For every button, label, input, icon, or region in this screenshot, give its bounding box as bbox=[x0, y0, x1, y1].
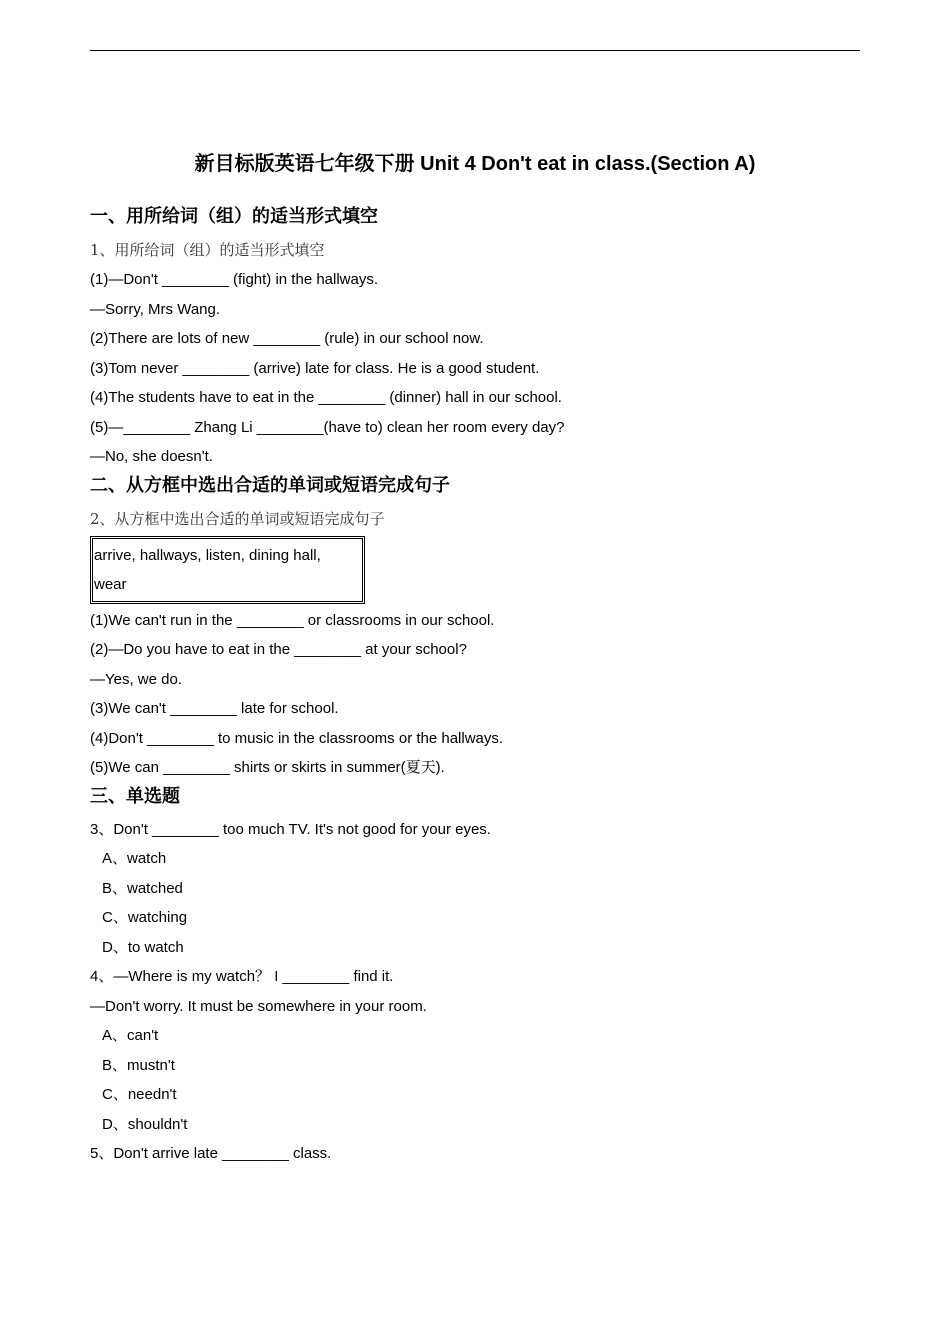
question-4-stem-reply: —Don't worry. It must be somewhere in your room. bbox=[90, 997, 427, 1015]
question-1-line: (3)Tom never ________ (arrive) late for class. He is a good student. bbox=[90, 359, 540, 377]
section-heading-1: 一、用所给词（组）的适当形式填空 bbox=[90, 206, 378, 226]
question-1-line: (5)—________ Zhang Li ________(have to) clean her room every day? bbox=[90, 418, 565, 436]
question-2-line: —Yes, we do. bbox=[90, 670, 182, 688]
word-bank-line: arrive, hallways, listen, dining hall, bbox=[94, 546, 321, 564]
section-heading-3: 三、单选题 bbox=[90, 785, 180, 806]
question-1-line: (2)There are lots of new ________ (rule) in our school now. bbox=[90, 330, 484, 347]
page-title: 新目标版英语七年级下册 Unit 4 Don't eat in class.(Section A) bbox=[194, 153, 756, 175]
question-1-head: 1、用所给词（组）的适当形式填空 bbox=[90, 241, 325, 259]
question-2-line: (1)We can't run in the ________ or classrooms in our school. bbox=[90, 611, 495, 629]
question-1-line: —No, she doesn't. bbox=[90, 448, 213, 465]
question-2-line: (4)Don't ________ to music in the classrooms or the hallways. bbox=[90, 729, 504, 747]
word-bank-box bbox=[90, 536, 365, 604]
question-1-line: —Sorry, Mrs Wang. bbox=[90, 300, 221, 318]
question-3-option-a: A、watch bbox=[102, 850, 167, 867]
header-rule bbox=[90, 50, 860, 51]
question-3-option-d: D、to watch bbox=[102, 938, 184, 956]
question-4-stem: 4、—Where is my watch？ I ________ find it. bbox=[90, 968, 394, 985]
question-1-line: (1)—Don't ________ (fight) in the hallways. bbox=[90, 271, 379, 288]
question-1-line: (4)The students have to eat in the ________ (dinner) hall in our school. bbox=[90, 389, 562, 406]
word-bank-line: wear bbox=[94, 575, 127, 593]
section-heading-2: 二、从方框中选出合适的单词或短语完成句子 bbox=[90, 474, 450, 495]
question-2-head: 2、从方框中选出合适的单词或短语完成句子 bbox=[90, 509, 385, 528]
question-2-line: (3)We can't ________ late for school. bbox=[90, 700, 339, 717]
question-4-option-d: D、shouldn't bbox=[102, 1115, 188, 1133]
question-4-option-b: B、mustn't bbox=[102, 1056, 175, 1074]
question-3-option-c: C、watching bbox=[102, 909, 188, 926]
document-body bbox=[90, 203, 870, 1169]
question-2-line: (5)We can ________ shirts or skirts in summer(夏天). bbox=[90, 759, 445, 776]
question-4-option-c: C、needn't bbox=[102, 1086, 177, 1103]
question-5-stem: 5、Don't arrive late ________ class. bbox=[90, 1145, 332, 1162]
question-4-option-a: A、can't bbox=[102, 1027, 159, 1044]
question-2-line: (2)—Do you have to eat in the ________ at your school? bbox=[90, 641, 467, 658]
question-3-option-b: B、watched bbox=[102, 879, 183, 897]
question-3-stem: 3、Don't ________ too much TV. It's not good for your eyes. bbox=[90, 820, 491, 838]
